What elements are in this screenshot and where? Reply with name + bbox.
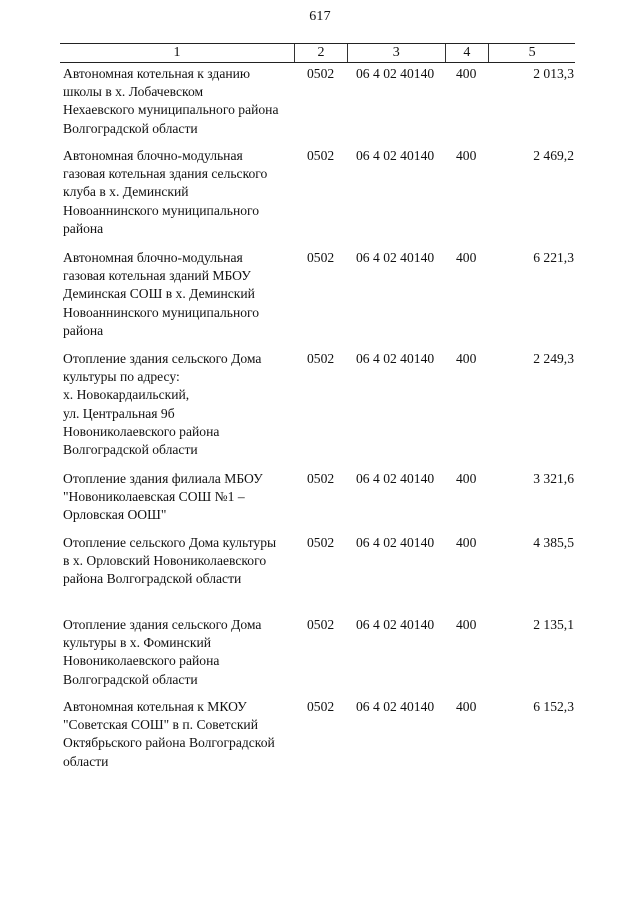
row-target-article: 06 4 02 40140 [356,699,435,714]
row-name [63,249,303,340]
row-section: 0502 [307,66,335,81]
row-target-article: 06 4 02 40140 [356,617,435,632]
row-expense-type: 400 [456,250,477,265]
row-name-line: газовая котельная зданий МБОУ [63,268,251,284]
row-section: 0502 [307,351,335,366]
row-name [63,350,303,459]
row-section: 0502 [307,148,335,163]
row-name [63,616,303,689]
row-section: 0502 [307,617,335,632]
row-name-line: Автономная блочно-модульная [63,148,243,163]
row-name-line: Волгоградской области [63,120,198,136]
row-expense-type: 400 [456,351,477,366]
row-name [63,470,303,525]
row-name-line: Отопление здания сельского Дома [63,617,262,632]
row-name-line: в х. Орловский Новониколаевского [63,553,267,569]
row-name-line: Отопление здания сельского Дома [63,351,262,366]
row-section: 0502 [307,699,335,714]
row-name-line: области [63,753,109,769]
row-name-line: Автономная котельная к зданию [63,66,251,81]
row-name-line: Деминская СОШ в х. Деминский [63,286,255,302]
row-name-line: газовая котельная здания сельского [63,166,268,182]
column-header-3: 3 [347,44,445,62]
row-name-line: Октябрьского района Волгоградской [63,735,275,751]
row-name-line: "Новониколаевская СОШ №1 – [63,489,245,505]
row-name [63,534,303,589]
row-name-line: Волгоградской области [63,442,198,458]
row-amount: 6 221,3 [533,250,574,265]
row-target-article: 06 4 02 40140 [356,250,435,265]
row-section: 0502 [307,250,335,265]
row-name-line: культуры по адресу: [63,369,180,385]
row-name-line: Новоаннинского муниципального [63,304,260,320]
row-amount: 2 249,3 [533,351,574,366]
row-amount: 3 321,6 [533,471,574,486]
row-expense-type: 400 [456,471,477,486]
row-name-line: культуры в х. Фоминский [63,635,211,651]
column-header-5: 5 [488,44,575,62]
column-header-2: 2 [294,44,347,62]
row-name-line: Орловская ООШ" [63,507,167,523]
row-target-article: 06 4 02 40140 [356,471,435,486]
table-header-row [60,43,575,63]
page-number: 617 [309,9,331,24]
row-target-article: 06 4 02 40140 [356,66,435,81]
row-amount: 2 135,1 [533,617,574,632]
row-name-line: Волгоградской области [63,671,198,687]
row-name-line: Нехаевского муниципального района [63,102,279,118]
column-header-1: 1 [173,45,181,60]
row-name-line: ул. Центральная 9б [63,405,175,421]
row-name-line: Автономная котельная к МКОУ [63,699,247,714]
row-name-line: Отопление сельского Дома культуры [63,535,277,550]
row-name-line: Отопление здания филиала МБОУ [63,471,263,486]
row-name [63,698,303,771]
row-amount: 2 013,3 [533,66,574,81]
row-amount: 2 469,2 [533,148,574,163]
row-name-line: школы в х. Лобачевском [63,84,204,100]
row-expense-type: 400 [456,699,477,714]
row-name-line: "Советская СОШ" в п. Советский [63,717,258,733]
row-name [63,147,303,238]
row-name-line: района [63,322,104,338]
row-name-line: района [63,220,104,236]
row-expense-type: 400 [456,617,477,632]
row-expense-type: 400 [456,148,477,163]
row-amount: 6 152,3 [533,699,574,714]
budget-table [60,43,575,769]
row-name-line: Автономная блочно-модульная [63,250,243,265]
row-name-line: Новониколаевского района [63,653,220,669]
row-expense-type: 400 [456,535,477,550]
column-header-4: 4 [445,44,489,62]
row-name-line: Новониколаевского района [63,423,220,439]
row-section: 0502 [307,471,335,486]
row-section: 0502 [307,535,335,550]
row-name-line: района Волгоградской области [63,571,242,587]
row-target-article: 06 4 02 40140 [356,351,435,366]
row-target-article: 06 4 02 40140 [356,148,435,163]
row-name-line: х. Новокардаильский, [63,387,190,403]
row-name-line: Новоаннинского муниципального [63,202,260,218]
row-name [63,65,303,138]
row-name-line: клуба в х. Деминский [63,184,189,200]
row-target-article: 06 4 02 40140 [356,535,435,550]
row-expense-type: 400 [456,66,477,81]
row-amount: 4 385,5 [533,535,574,550]
